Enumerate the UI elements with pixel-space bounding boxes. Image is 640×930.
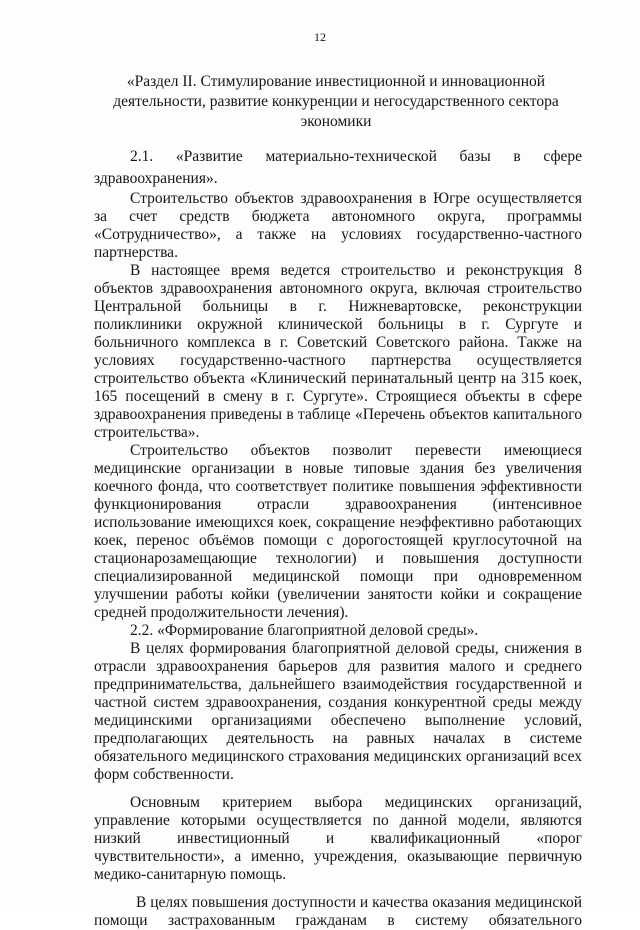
section-heading: «Раздел II. Стимулирование инвестиционной и инновационной деятельности, развитие конкуренции и негосударственного сектора экономики	[113, 73, 559, 130]
paragraph: Строительство объектов здравоохранения в Югре осуществляется за счет средств бюджета автономного округа, программы «Сотрудничество», а также на условиях государственно-частного партнерства.	[94, 190, 582, 261]
page-number: 12	[314, 30, 326, 44]
paragraph: В целях формирования благоприятной деловой среды, снижения в отрасли здравоохранения барьеров для развития малого и среднего предпринимательства, дальнейшего взаимодействия государственной и частной систем здравоохранения, создания конкурентной среды между медицинскими организациями обеспечено выполнение условий, предполагающих деятельность на равных началах в системе обязательного медицинского страхования медицинских организаций всех форм собственности.	[94, 640, 582, 783]
paragraph: В настоящее время ведется строительство и реконструкция 8 объектов здравоохранения автономного округа, включая строительство Центральной больницы в г. Нижневартовске, реконструкции поликлиники окружной клинической больницы в г. Сургуте и больничного комплекса в г. Советский Советского района. Также на условиях государственно-частного партнерства осуществляется строительство объекта «Клинический перинатальный центр на 315 коек, 165 посещений в смену в г. Сургуте». Строящиеся объекты в сфере здравоохранения приведены в таблице «Перечень объектов капитального строительства».	[94, 262, 582, 441]
document-body	[94, 146, 582, 930]
paragraph: Строительство объектов позволит перевести имеющиеся медицинские организации в новые типовые здания без увеличения коечного фонда, что соответствует политике повышения эффективности функционирования отрасли здравоохранения (интенсивное использование имеющихся коек, сокращение неэффективно работающих коек, перенос объёмов помощи с дорогостоящей круглосуточной на стационарозамещающие технологии) и повышения доступности специализированной медицинской помощи при одновременном улучшении работы койки (увеличении занятости койки и сокращение средней продолжительности лечения).	[94, 442, 582, 621]
paragraph-continued: В целях повышения доступности и качества оказания медицинской помощи застрахованным гражданам в систему обязательного	[94, 894, 582, 929]
paragraph: Основным критерием выбора медицинских организаций, управление которыми осуществляется по данной модели, являются низкий инвестиционный и квалификационный «порог чувствительности», а именно, учреждения, оказывающие первичную медико-санитарную помощь.	[94, 794, 582, 883]
subsection-title-2-1: 2.1. «Развитие материально-технической базы в сфере здравоохранения».	[94, 148, 582, 187]
subsection-title-2-2: 2.2. «Формирование благоприятной деловой среды».	[130, 622, 479, 639]
